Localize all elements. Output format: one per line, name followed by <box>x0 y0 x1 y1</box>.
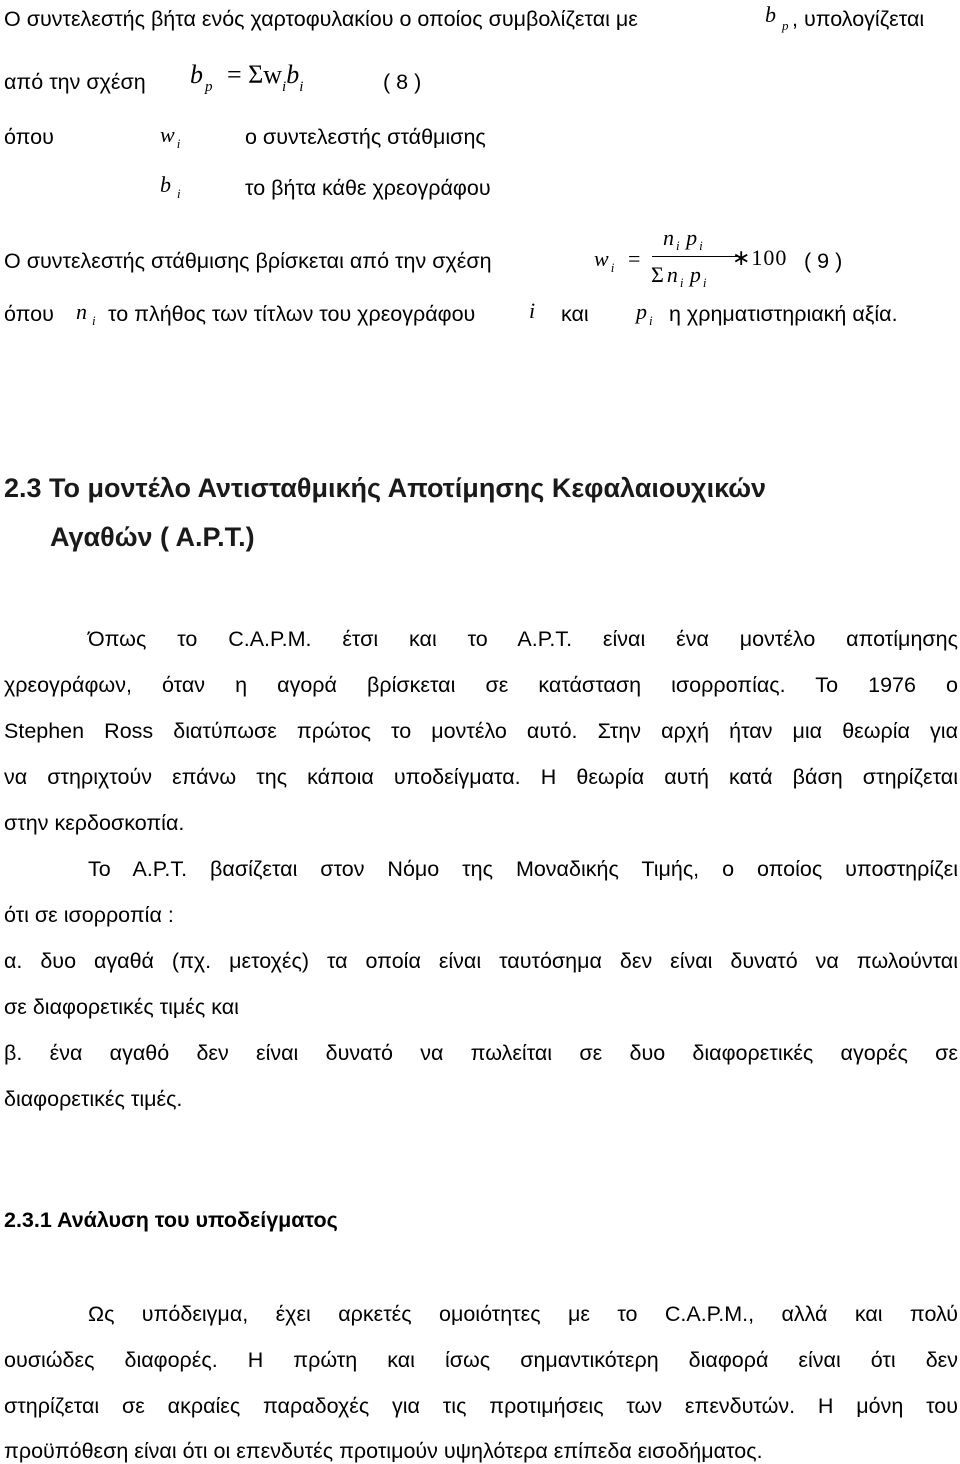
section-2-3-1-title: 2.3.1 Ανάλυση του υποδείγματος <box>4 1208 338 1232</box>
n-sub: i <box>92 313 96 328</box>
eq8-rhs-b: b <box>286 60 300 89</box>
equation-8 <box>190 60 304 95</box>
eq8-rhs-sub2: i <box>299 79 304 95</box>
w-i-symbol <box>160 122 181 151</box>
body-line: Το Α.Ρ.Τ. βασίζεται στον Νόμο της Μοναδικής Τιμής, ο οποίος υποστηρίζει <box>88 857 958 881</box>
body-line: σε διαφορετικές τιμές και <box>4 995 239 1019</box>
den-n: n <box>666 262 678 287</box>
body-line: χρεογράφων, όταν η αγορά βρίσκεται σε κατάσταση ισορροπίας. Το 1976 ο <box>4 673 958 697</box>
b-i-symbol <box>160 172 181 201</box>
body-line: στηρίζεται σε ακραίες παραδοχές για τις προτιμήσεις των επενδυτών. Η μόνη του <box>4 1394 958 1418</box>
eq8-rhs-sub1: i <box>282 79 287 95</box>
body-line: Stephen Ross διατύπωσε πρώτος το μοντέλο αυτό. Στην αρχή ήταν μια θεωρία για <box>4 719 958 743</box>
intro-line-2: από την σχέση <box>4 70 146 94</box>
eq8-number: ( 8 ) <box>383 70 422 94</box>
n-description: το πλήθος των τίτλων του χρεογράφου <box>108 302 476 326</box>
den-n-sub: i <box>679 275 684 290</box>
b-symbol: b <box>765 2 776 27</box>
p-i-symbol <box>636 299 653 328</box>
p-subscript: p <box>782 18 789 33</box>
w-sub: i <box>176 136 181 151</box>
eq9-equals: = <box>628 246 641 271</box>
den-p: p <box>689 262 701 287</box>
p-description: η χρηματιστηριακή αξία. <box>669 302 898 326</box>
eq9-times-100: ∗100 <box>732 245 788 270</box>
b-sub: i <box>177 186 181 201</box>
fraction-bar <box>652 256 740 257</box>
where-label-1: όπου <box>4 125 54 149</box>
eq9-lhs <box>594 246 615 275</box>
body-line: στην κερδοσκοπία. <box>4 811 185 835</box>
b-symbol: b <box>160 172 171 197</box>
num-p-sub: i <box>699 238 703 253</box>
den-sigma: Σ <box>651 262 664 287</box>
symbol-bp <box>765 2 789 33</box>
n-symbol: n <box>76 299 87 324</box>
body-line: διαφορετικές τιμές. <box>4 1087 183 1111</box>
eq8-rhs: = Σw <box>226 60 283 89</box>
and-label: και <box>561 302 589 326</box>
body-line: Όπως το C.A.P.M. έτσι και το Α.Ρ.Τ. είναι ένα μοντέλο αποτίμησης <box>88 627 958 651</box>
eq8-lhs-sub: p <box>205 79 213 95</box>
b-description: το βήτα κάθε χρεογράφου <box>245 176 491 200</box>
num-n: n <box>663 225 674 250</box>
body-line: ουσιώδες διαφορές. Η πρώτη και ίσως σημαντικότερη διαφορά είναι ότι δεν <box>4 1348 958 1372</box>
n-i-symbol <box>76 299 96 328</box>
eq9-number: ( 9 ) <box>804 249 843 273</box>
eq9-w-sub: i <box>610 260 615 275</box>
section-2-3-title-line-2: Αγαθών ( Α.Ρ.Τ.) <box>50 522 255 552</box>
eq9-numerator <box>663 225 703 251</box>
intro-line-1-end: , υπολογίζεται <box>792 7 925 31</box>
section-2-3-title-line-1: 2.3 Το μοντέλο Αντισταθμικής Αποτίμησης Κεφαλαιουχικών <box>4 473 767 503</box>
intro-line-1 <box>4 6 638 32</box>
eq8-lhs: b <box>190 60 203 89</box>
eq9-denominator <box>651 262 707 288</box>
body-line: να στηριχτούν επάνω της κάποια υποδείγματα. Η θεωρία αυτή κατά βάση στηρίζεται <box>4 765 958 789</box>
num-p: p <box>686 225 698 250</box>
body-line: ότι σε ισορροπία : <box>4 903 174 927</box>
body-line: Ως υπόδειγμα, έχει αρκετές ομοιότητες με το C.A.P.M., αλλά και πολύ <box>88 1302 958 1326</box>
w-description: ο συντελεστής στάθμισης <box>245 125 486 149</box>
p-symbol: p <box>636 299 647 324</box>
where-label-2: όπου <box>4 302 54 326</box>
num-n-sub: i <box>676 238 680 253</box>
i-symbol: i <box>529 298 536 323</box>
body-line: β. ένα αγαθό δεν είναι δυνατό να πωλείται σε δυο διαφορετικές αγορές σε <box>4 1041 958 1065</box>
eq9-intro: Ο συντελεστής στάθμισης βρίσκεται από την σχέση <box>4 249 492 273</box>
eq9-w: w <box>594 246 609 271</box>
p-sub: i <box>649 313 653 328</box>
body-line: α. δυο αγαθά (πχ. μετοχές) τα οποία είναι ταυτόσημα δεν είναι δυνατό να πωλούνται <box>4 949 958 973</box>
w-symbol: w <box>160 122 175 147</box>
body-line: προϋπόθεση είναι ότι οι επενδυτές προτιμούν υψηλότερα επίπεδα εισοδήματος. <box>4 1439 763 1463</box>
intro-text: Ο συντελεστής βήτα ενός χαρτοφυλακίου ο οποίος συμβολίζεται με <box>4 7 638 31</box>
den-p-sub: i <box>702 275 707 290</box>
